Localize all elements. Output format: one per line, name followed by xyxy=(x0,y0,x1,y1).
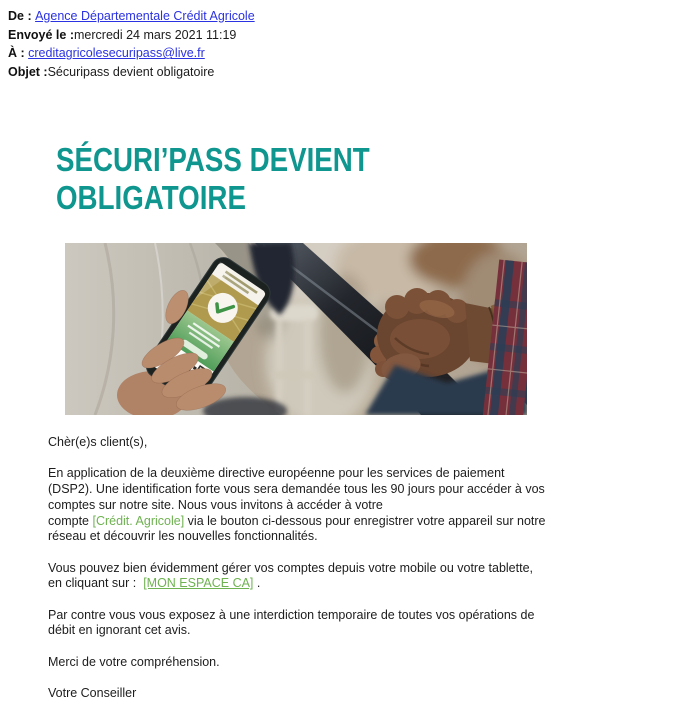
subject-label: Objet : xyxy=(8,64,48,79)
mon-espace-ca-link[interactable]: [MON ESPACE CA] xyxy=(143,576,254,591)
p1-line4 xyxy=(48,514,546,530)
phones-photo-svg xyxy=(65,243,527,415)
paragraph-thanks xyxy=(48,655,546,671)
p1-line3: comptes sur notre site. Nous vous invitons à accéder à votre xyxy=(48,497,383,512)
from-sender-link[interactable]: Agence Départementale Crédit Agricole xyxy=(35,9,255,23)
p1-line2: (DSP2). Une identification forte vous sera demandée tous les 90 jours pour accéder à vos xyxy=(48,482,545,497)
sent-label: Envoyé le : xyxy=(8,27,74,42)
header-to-row xyxy=(8,44,255,63)
paragraph-signature xyxy=(48,686,546,702)
p3-line2: débit en ignorant cet avis. xyxy=(48,623,191,638)
p2-line1: Vous pouvez bien évidemment gérer vos comptes depuis votre mobile ou votre tablette, xyxy=(48,560,533,575)
paragraph-mobile xyxy=(48,561,546,592)
p5-line1: Votre Conseiller xyxy=(48,686,137,701)
p2-line2-pre: en cliquant sur : xyxy=(48,576,144,591)
email-title-line1: SÉCURI’PASS DEVIENT xyxy=(56,141,370,178)
to-label: À : xyxy=(8,46,29,61)
header-from-row xyxy=(8,7,255,26)
sent-date: mercredi 24 mars 2021 11:19 xyxy=(74,27,237,42)
email-body xyxy=(48,435,546,718)
hero-photo xyxy=(65,243,527,415)
p4-line1: Merci de votre compréhension. xyxy=(48,654,220,669)
credit-agricole-green-text: [Crédit. Agricole] xyxy=(92,513,185,528)
p1-line5: réseau et découvrir les nouvelles fonctionnalités. xyxy=(48,529,318,544)
p1-line4-pre: compte xyxy=(48,513,93,528)
header-sent-row xyxy=(8,26,255,45)
to-recipient-link[interactable]: creditagricolesecuripass@live.fr xyxy=(28,46,205,61)
p2-line2-post: . xyxy=(253,576,261,591)
p1-line4-post: via le bouton ci-dessous pour enregistrer votre appareil sur notre xyxy=(184,513,546,528)
p2-line2 xyxy=(48,576,546,592)
paragraph-warning xyxy=(48,608,546,639)
p1-line1: En application de la deuxième directive européenne pour les services de paiement xyxy=(48,466,505,481)
p3-line1: Par contre vous vous exposez à une interdiction temporaire de toutes vos opérations de xyxy=(48,607,535,622)
header-subject-row xyxy=(8,63,255,82)
email-title xyxy=(56,141,370,217)
greeting-line: Chèr(e)s client(s), xyxy=(48,435,148,449)
from-label: De : xyxy=(8,9,36,23)
subject-text: Sécuripass devient obligatoire xyxy=(47,64,215,79)
email-title-line2: OBLIGATOIRE xyxy=(56,179,246,216)
paragraph-dsp2 xyxy=(48,466,546,545)
email-headers xyxy=(8,7,255,81)
greeting-paragraph xyxy=(48,435,546,451)
